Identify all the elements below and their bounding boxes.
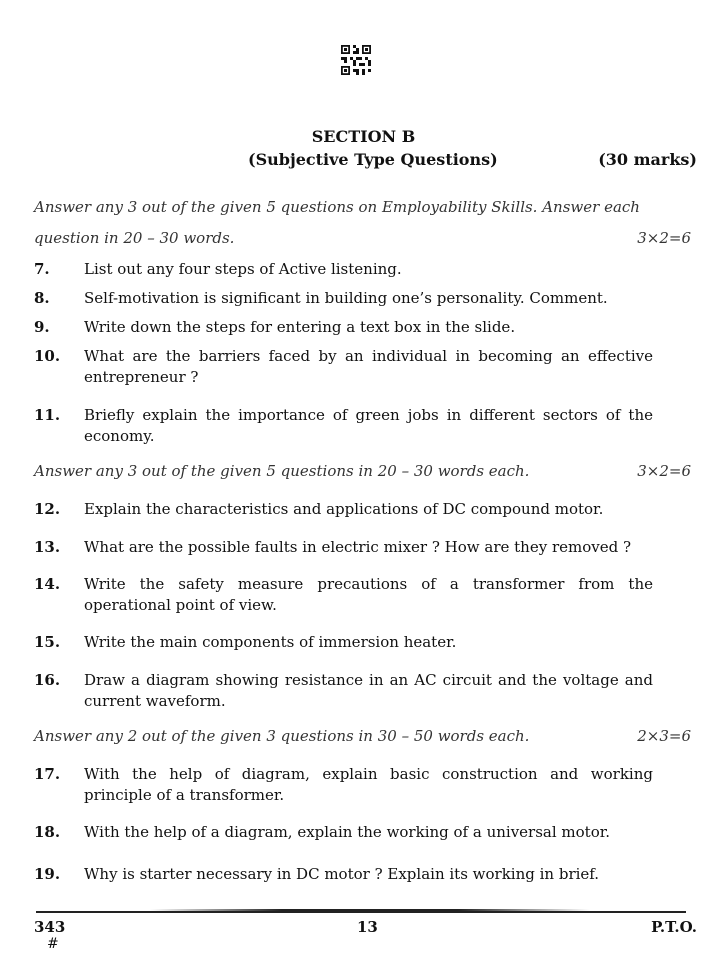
question-text: With the help of a diagram, explain the working of a universal motor. bbox=[84, 823, 611, 841]
question-number: 13. bbox=[34, 538, 61, 556]
instruction-group-2: Answer any 3 out of the given 5 questions in 20 – 30 words each. bbox=[34, 462, 530, 480]
question-number: 14. bbox=[34, 575, 61, 593]
question-number: 16. bbox=[34, 671, 61, 689]
question-text: Draw a diagram showing resistance in an AC circuit and the voltage and current waveform. bbox=[84, 671, 653, 710]
section-subtitle: (Subjective Type Questions) bbox=[248, 150, 498, 169]
question-text: Why is starter necessary in DC motor ? Explain its working in brief. bbox=[84, 865, 600, 883]
question-text: Briefly explain the importance of green jobs in different sectors of the economy. bbox=[84, 406, 653, 445]
page-number: 13 bbox=[357, 918, 378, 936]
question-number: 11. bbox=[34, 406, 61, 424]
question-number: 19. bbox=[34, 865, 61, 883]
question-number: 12. bbox=[34, 500, 61, 518]
section-title: SECTION B bbox=[311, 127, 416, 146]
hash-mark: # bbox=[47, 936, 59, 952]
question-text: Self-motivation is significant in building one’s personality. Comment. bbox=[84, 289, 608, 307]
question-text: With the help of diagram, explain basic construction and working principle of a transformer. bbox=[84, 765, 653, 804]
question-number: 10. bbox=[34, 347, 61, 365]
qr-code-icon bbox=[341, 45, 371, 75]
instruction-group-1-line1: Answer any 3 out of the given 5 questions on Employability Skills. Answer each bbox=[34, 198, 640, 216]
marks-group-1: 3×2=6 bbox=[637, 229, 691, 247]
pto-label: P.T.O. bbox=[651, 918, 697, 936]
question-number: 17. bbox=[34, 765, 61, 783]
footer-rule-shade bbox=[150, 909, 590, 913]
instruction-group-1-line2: question in 20 – 30 words. bbox=[34, 229, 235, 247]
question-text: What are the barriers faced by an individual in becoming an effective entrepreneur ? bbox=[84, 347, 653, 386]
question-text: Write the safety measure precautions of a transformer from the operational point of view. bbox=[84, 575, 653, 614]
question-text: Write the main components of immersion heater. bbox=[84, 633, 457, 651]
question-number: 9. bbox=[34, 318, 50, 336]
marks-group-2: 3×2=6 bbox=[637, 462, 691, 480]
question-text: Explain the characteristics and applications of DC compound motor. bbox=[84, 500, 604, 518]
question-number: 7. bbox=[34, 260, 50, 278]
instruction-group-3: Answer any 2 out of the given 3 questions in 30 – 50 words each. bbox=[34, 727, 530, 745]
paper-code: 343 bbox=[34, 918, 66, 936]
question-text: List out any four steps of Active listening. bbox=[84, 260, 402, 278]
section-marks: (30 marks) bbox=[598, 150, 697, 169]
question-number: 18. bbox=[34, 823, 61, 841]
question-text: What are the possible faults in electric mixer ? How are they removed ? bbox=[84, 538, 632, 556]
question-text: Write down the steps for entering a text box in the slide. bbox=[84, 318, 516, 336]
question-number: 8. bbox=[34, 289, 50, 307]
question-number: 15. bbox=[34, 633, 61, 651]
marks-group-3: 2×3=6 bbox=[637, 727, 691, 745]
